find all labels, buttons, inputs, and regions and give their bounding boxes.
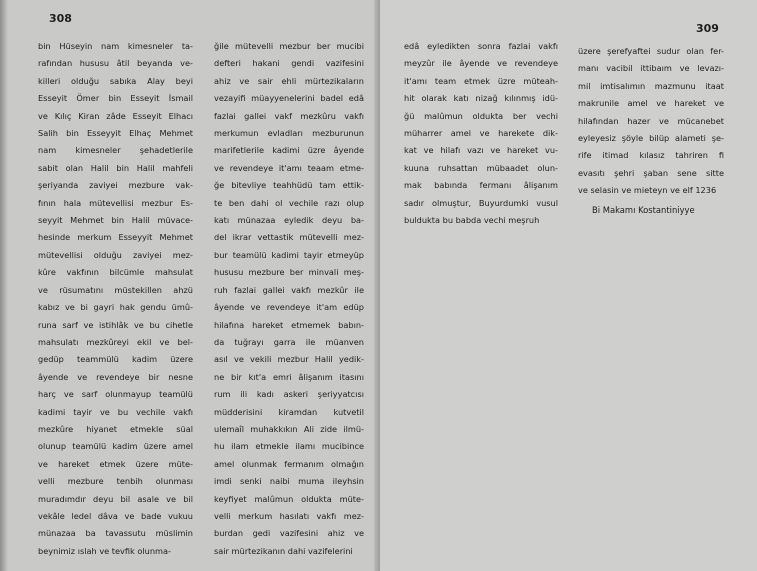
- page-edge-shadow: [0, 0, 8, 571]
- text-line: keyfiyet malûmun oldukta müte-: [214, 493, 364, 504]
- text-line: bin Hüseyin nam kimesneler ta-: [38, 41, 193, 51]
- text-line: buldukta bu babda vechi meşruh: [404, 215, 540, 226]
- text-line: hilafından hazer ve mücanebet: [578, 115, 724, 126]
- text-line: kabız ve bi gayri hak gendu ümû-: [38, 302, 193, 313]
- text-line: Esseyit Ömer bin Esseyit İsmail: [38, 93, 193, 104]
- text-line: evasıtı şehri şaban sene sitte: [578, 167, 724, 178]
- text-line: beynimiz ıslah ve tevfik olunma-: [38, 545, 172, 556]
- text-line: mezkûre hiyanet etmekle süal: [38, 423, 193, 434]
- text-line: müdderisini kiramdan kutvetil: [214, 406, 364, 417]
- text-line: Salih bin Esseyyit Elhaç Mehmet: [38, 128, 193, 139]
- text-line: âyende ve revendeye bir nesne: [38, 371, 193, 382]
- text-line: bur teamülü kadimi tayir etmeyüp: [214, 249, 364, 260]
- text-line: sadır olmuştur, Buyurdumki vusul: [404, 197, 558, 208]
- text-line: hususu mezbure ber minvali meş-: [214, 267, 364, 278]
- text-line: asıl ve vekili mezbur Halil yedik-: [214, 354, 364, 365]
- text-line: burdan gedi vazifesini ahiz ve: [214, 528, 364, 539]
- text-line: eyleyesiz şöyle bilüp alameti şe-: [578, 133, 724, 144]
- text-line: hit olarak katı nizağ kılınmış idü-: [404, 93, 558, 104]
- text-line: gedüp teammülü kadim üzere: [38, 354, 193, 365]
- text-line: seyyit Mehmet bin Halil müvace-: [38, 215, 193, 226]
- text-line: ğe bitevliye teahhüdü tam ettik-: [214, 180, 364, 191]
- text-line: vekâle ledel dâva ve bade vukuu: [38, 510, 193, 521]
- text-line: rafından hususu âtil beyanda ve-: [38, 58, 193, 69]
- text-line: marifetlerile kadimi üzre âyende: [214, 145, 364, 156]
- text-line: runa sarf ve istihlâk ve bu cihetle: [38, 319, 193, 330]
- text-line: ğü malûmun oldukta ber vechi: [404, 110, 558, 121]
- text-line: muradımdır deyu bil asale ve bil: [38, 493, 193, 504]
- page-number-left: 308: [49, 12, 72, 25]
- text-line: ahiz ve sair ehli mürtezikaların: [214, 75, 364, 86]
- text-line: kadimi tayir ve bu vechile vakfı: [38, 406, 193, 417]
- text-line: rum ili kadı askeri şeriyyatcısı: [214, 389, 364, 400]
- signature-line: Bi Makamı Kostantiniyye: [592, 205, 695, 215]
- text-line: hu ilam etmekle ilamı mucibince: [214, 441, 364, 452]
- right-column-2: [578, 43, 724, 200]
- text-line: imdi senki naibi muma ileyhsin: [214, 476, 364, 487]
- text-line: sair mürtezikanın dahi vazifelerini: [214, 545, 353, 556]
- text-line: vezayifi müayyenelerini badel edâ: [214, 93, 364, 104]
- text-line: kûre vakfının bilcümle mahsulat: [38, 267, 193, 278]
- text-line: hilafına hareket etmemek babın-: [214, 319, 364, 330]
- text-line: edâ eyledikten sonra fazlai vakfı: [404, 41, 558, 51]
- text-line: mahsulatı mezkûreyi ekil ve bel-: [38, 336, 193, 347]
- text-line: meyzûr ile âyende ve revendeye: [404, 58, 558, 69]
- text-line: ve revendeye it'amı teaam etme-: [214, 162, 364, 173]
- text-line: üzere şerefyaftei sudur olan fer-: [578, 46, 724, 56]
- text-line: ve Kılıç Kiran zâde Esseyit Elhacı: [38, 110, 193, 121]
- text-line: merkumun evladları mezburunun: [214, 128, 364, 139]
- text-line: müharrer amel ve harekete dik-: [404, 128, 558, 139]
- text-line: it'amı team etmek üzre müteah-: [404, 75, 558, 86]
- text-line: ruh fazlai gallei vakfı mezkûr ile: [214, 284, 364, 295]
- text-line: kuuna ruhsattan mübaadet olun-: [404, 162, 558, 173]
- page-number-right: 309: [696, 22, 719, 35]
- text-line: mak babında fermanı âlişanım: [404, 180, 558, 191]
- text-line: fazlai gallei vakf mezkûru vakfı: [214, 110, 364, 121]
- text-line: âyende ve revendeye it'am edüp: [214, 302, 364, 313]
- text-line: ğile mütevelli mezbur ber mucibi: [214, 41, 364, 51]
- left-column-2: [214, 38, 364, 560]
- text-line: ve selasin ve mieteyn ve elf 1236: [578, 185, 717, 196]
- text-line: ve rüsumatını müstekillen ahzü: [38, 284, 193, 295]
- text-line: münazaa ba tavassutu müslimin: [38, 528, 193, 539]
- text-line: harç ve sarf olunmayup teamülü: [38, 389, 193, 400]
- text-line: rife itimad kılasız tahriren fi: [578, 150, 724, 161]
- text-line: te ben dahi ol vechile razı olup: [214, 197, 364, 208]
- text-line: olunup teamülü kadim üzere amel: [38, 441, 193, 452]
- text-line: sabit olan Halil bin Halil mahfeli: [38, 162, 193, 173]
- right-page: [380, 0, 757, 571]
- text-line: makrunile amel ve hareket ve: [578, 98, 724, 109]
- text-line: ne bir kıt'a emri âlişanım itasını: [214, 371, 364, 382]
- text-line: killeri olduğu sabıka Alay beyi: [38, 75, 193, 86]
- text-line: mütevellisi olduğu zaviyei mez-: [38, 249, 193, 260]
- text-line: nam kimesneler şehadetlerile: [38, 145, 193, 156]
- text-line: manı vacibil ittibaım ve levazı-: [578, 63, 724, 74]
- text-line: velli mezbure tenbih olunması: [38, 476, 193, 487]
- text-line: da tuğrayı garra ile müanven: [214, 336, 364, 347]
- text-line: ve hareket etmek üzere müte-: [38, 458, 193, 469]
- text-line: defteri hakani gendi vazifesini: [214, 58, 364, 69]
- text-line: velli merkum hasılatı vakfı mez-: [214, 510, 364, 521]
- text-line: del ikrar vettastik mütevelli mez-: [214, 232, 364, 243]
- right-column-1: [404, 38, 558, 229]
- text-line: katı münazaa eyledik deyu ba-: [214, 215, 364, 226]
- text-line: fının hala mütevellisi mezbur Es-: [38, 197, 193, 208]
- left-column-1: [38, 38, 193, 560]
- text-line: şeriyanda zaviyei mezbure vak-: [38, 180, 193, 191]
- text-line: amel olunmak fermanım olmağın: [214, 458, 364, 469]
- text-line: ulemaîl muhakkıkın Ali zide ilmü-: [214, 423, 364, 434]
- text-line: mil imtisalımın mazmunu itaat: [578, 80, 724, 91]
- text-line: hesinde merkum Esseyyit Mehmet: [38, 232, 193, 243]
- text-line: kat ve hilafı vazı ve hareket vu-: [404, 145, 558, 156]
